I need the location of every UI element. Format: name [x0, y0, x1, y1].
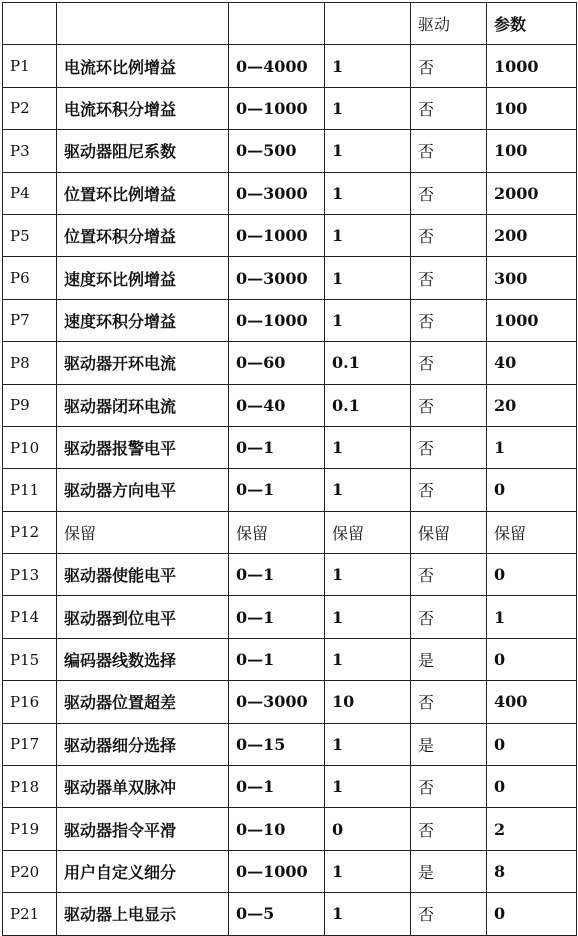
table-row [3, 766, 577, 808]
param-range-cell: 0—60 [229, 342, 325, 384]
param-code-cell: P8 [3, 342, 57, 384]
param-value-cell: 1000 [487, 299, 577, 341]
table-row [3, 596, 577, 638]
param-code-cell: P10 [3, 426, 57, 468]
table-row [3, 681, 577, 723]
table-row [3, 426, 577, 468]
table-row [3, 469, 577, 511]
param-range-cell: 0—1 [229, 596, 325, 638]
param-value-cell: 0 [487, 723, 577, 765]
param-name-cell: 驱动器开环电流 [57, 342, 229, 384]
table-row [3, 511, 577, 553]
table-row [3, 172, 577, 214]
param-code-cell: P2 [3, 87, 57, 129]
param-name-cell: 用户自定义细分 [57, 850, 229, 892]
param-unit-cell: 1 [325, 130, 411, 172]
table-row [3, 87, 577, 129]
param-unit-cell: 0 [325, 808, 411, 850]
param-value-cell: 20 [487, 384, 577, 426]
param-drive-flag-cell: 否 [411, 766, 487, 808]
param-range-cell: 0—500 [229, 130, 325, 172]
param-range-cell: 0—1 [229, 638, 325, 680]
param-drive-flag-cell: 否 [411, 45, 487, 87]
param-unit-cell: 1 [325, 554, 411, 596]
param-unit-cell: 1 [325, 469, 411, 511]
param-value-cell: 0 [487, 469, 577, 511]
table-row [3, 342, 577, 384]
param-name-cell: 编码器线数选择 [57, 638, 229, 680]
param-unit-cell: 1 [325, 214, 411, 256]
param-drive-flag-cell: 否 [411, 808, 487, 850]
param-name-cell: 位置环比例增益 [57, 172, 229, 214]
header-cell-drive: 驱动 [411, 3, 487, 45]
param-code-cell: P15 [3, 638, 57, 680]
param-code-cell: P20 [3, 850, 57, 892]
param-unit-cell: 1 [325, 45, 411, 87]
param-unit-cell: 1 [325, 723, 411, 765]
param-value-cell: 2 [487, 808, 577, 850]
param-value-cell: 1 [487, 426, 577, 468]
param-drive-flag-cell: 否 [411, 130, 487, 172]
param-name-cell: 驱动器位置超差 [57, 681, 229, 723]
param-code-cell: P1 [3, 45, 57, 87]
table-header-row [3, 3, 577, 45]
param-code-cell: P21 [3, 893, 57, 935]
param-value-cell: 1 [487, 596, 577, 638]
param-name-cell: 速度环积分增益 [57, 299, 229, 341]
header-cell-code [3, 3, 57, 45]
param-name-cell: 驱动器报警电平 [57, 426, 229, 468]
param-drive-flag-cell: 否 [411, 384, 487, 426]
header-cell-unit [325, 3, 411, 45]
param-value-cell: 300 [487, 257, 577, 299]
param-range-cell: 0—1000 [229, 87, 325, 129]
table-row [3, 214, 577, 256]
param-name-cell: 驱动器方向电平 [57, 469, 229, 511]
param-unit-cell: 1 [325, 766, 411, 808]
param-unit-cell: 1 [325, 426, 411, 468]
param-drive-flag-cell: 否 [411, 426, 487, 468]
parameter-sheet [2, 2, 576, 934]
param-unit-cell: 0.1 [325, 384, 411, 426]
table-row [3, 257, 577, 299]
param-range-cell: 0—10 [229, 808, 325, 850]
param-name-cell: 驱动器细分选择 [57, 723, 229, 765]
param-drive-flag-cell: 否 [411, 87, 487, 129]
param-drive-flag-cell: 否 [411, 596, 487, 638]
param-range-cell: 0—3000 [229, 681, 325, 723]
table-row [3, 850, 577, 892]
param-drive-flag-cell: 否 [411, 681, 487, 723]
param-range-cell: 0—40 [229, 384, 325, 426]
param-name-cell: 驱动器使能电平 [57, 554, 229, 596]
param-unit-cell: 1 [325, 850, 411, 892]
param-value-cell: 200 [487, 214, 577, 256]
param-code-cell: P11 [3, 469, 57, 511]
table-row [3, 554, 577, 596]
param-value-cell: 0 [487, 893, 577, 935]
param-code-cell: P4 [3, 172, 57, 214]
param-unit-cell: 1 [325, 87, 411, 129]
table-row [3, 130, 577, 172]
param-range-cell: 0—1 [229, 426, 325, 468]
param-code-cell: P19 [3, 808, 57, 850]
param-code-cell: P6 [3, 257, 57, 299]
table-row [3, 808, 577, 850]
param-drive-flag-cell: 否 [411, 214, 487, 256]
param-range-cell: 0—5 [229, 893, 325, 935]
param-range-cell: 0—15 [229, 723, 325, 765]
param-unit-cell: 1 [325, 893, 411, 935]
param-drive-flag-cell: 否 [411, 469, 487, 511]
param-name-cell: 位置环积分增益 [57, 214, 229, 256]
param-range-cell: 0—1 [229, 554, 325, 596]
param-value-cell: 400 [487, 681, 577, 723]
param-value-cell: 1000 [487, 45, 577, 87]
param-unit-cell: 10 [325, 681, 411, 723]
param-drive-flag-cell: 是 [411, 638, 487, 680]
param-code-cell: P13 [3, 554, 57, 596]
table-row [3, 45, 577, 87]
param-unit-cell: 1 [325, 596, 411, 638]
param-unit-cell: 1 [325, 257, 411, 299]
param-code-cell: P5 [3, 214, 57, 256]
param-code-cell: P16 [3, 681, 57, 723]
param-value-cell: 8 [487, 850, 577, 892]
param-drive-flag-cell: 否 [411, 893, 487, 935]
param-value-cell: 2000 [487, 172, 577, 214]
param-range-cell: 0—4000 [229, 45, 325, 87]
param-unit-cell: 0.1 [325, 342, 411, 384]
table-row [3, 299, 577, 341]
param-value-cell: 100 [487, 87, 577, 129]
param-value-cell: 100 [487, 130, 577, 172]
param-drive-flag-cell: 否 [411, 299, 487, 341]
param-unit-cell: 1 [325, 299, 411, 341]
param-value-cell: 0 [487, 766, 577, 808]
param-name-cell: 电流环比例增益 [57, 45, 229, 87]
table-row [3, 723, 577, 765]
param-name-cell: 保留 [57, 511, 229, 553]
param-range-cell: 0—1000 [229, 299, 325, 341]
param-unit-cell: 1 [325, 172, 411, 214]
param-drive-flag-cell: 是 [411, 723, 487, 765]
header-cell-name [57, 3, 229, 45]
param-name-cell: 驱动器阻尼系数 [57, 130, 229, 172]
header-cell-parameter: 参数 [487, 3, 577, 45]
param-range-cell: 0—3000 [229, 172, 325, 214]
param-range-cell: 0—1000 [229, 214, 325, 256]
param-drive-flag-cell: 否 [411, 342, 487, 384]
table-row [3, 638, 577, 680]
param-drive-flag-cell: 否 [411, 554, 487, 596]
param-unit-cell: 保留 [325, 511, 411, 553]
param-name-cell: 驱动器闭环电流 [57, 384, 229, 426]
param-code-cell: P9 [3, 384, 57, 426]
parameter-table-body [3, 3, 577, 936]
param-code-cell: P18 [3, 766, 57, 808]
parameter-table [2, 2, 577, 936]
param-code-cell: P7 [3, 299, 57, 341]
param-range-cell: 0—1 [229, 469, 325, 511]
param-unit-cell: 1 [325, 638, 411, 680]
param-value-cell: 40 [487, 342, 577, 384]
table-row [3, 893, 577, 935]
header-cell-range [229, 3, 325, 45]
param-name-cell: 驱动器到位电平 [57, 596, 229, 638]
param-drive-flag-cell: 否 [411, 172, 487, 214]
param-drive-flag-cell: 是 [411, 850, 487, 892]
param-value-cell: 0 [487, 638, 577, 680]
param-range-cell: 0—3000 [229, 257, 325, 299]
param-range-cell: 0—1 [229, 766, 325, 808]
param-name-cell: 驱动器指令平滑 [57, 808, 229, 850]
param-name-cell: 速度环比例增益 [57, 257, 229, 299]
param-code-cell: P17 [3, 723, 57, 765]
table-row [3, 384, 577, 426]
param-drive-flag-cell: 保留 [411, 511, 487, 553]
param-range-cell: 保留 [229, 511, 325, 553]
param-code-cell: P12 [3, 511, 57, 553]
param-value-cell: 0 [487, 554, 577, 596]
param-code-cell: P3 [3, 130, 57, 172]
param-value-cell: 保留 [487, 511, 577, 553]
param-drive-flag-cell: 否 [411, 257, 487, 299]
param-name-cell: 驱动器上电显示 [57, 893, 229, 935]
param-name-cell: 电流环积分增益 [57, 87, 229, 129]
param-range-cell: 0—1000 [229, 850, 325, 892]
param-name-cell: 驱动器单双脉冲 [57, 766, 229, 808]
param-code-cell: P14 [3, 596, 57, 638]
